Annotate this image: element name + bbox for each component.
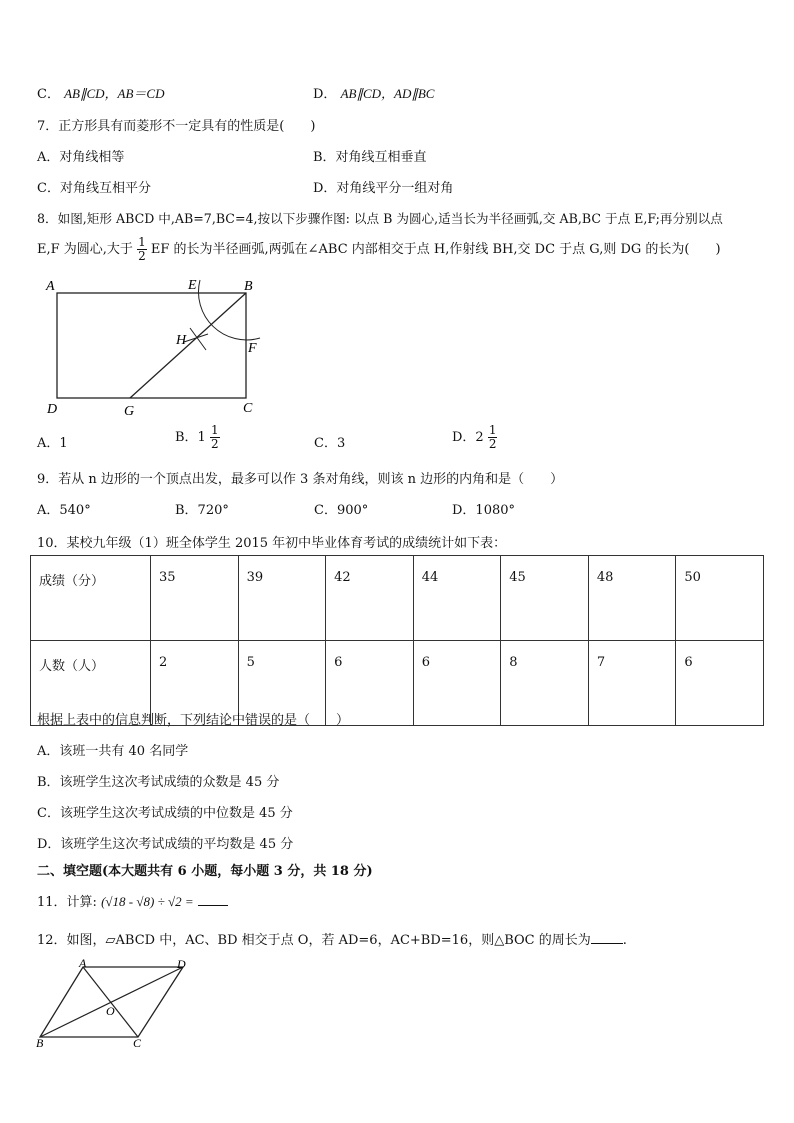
q8-b-num: 1 [210,423,219,437]
q6-option-d [313,83,434,102]
rectangle-abcd [57,293,246,398]
table-cell: 44 [413,556,501,641]
q9-option-c: C．900° [314,503,369,518]
q7-stem: 7．正方形具有而菱形不一定具有的性质是( ) [37,119,316,134]
q8-frac-den: 2 [138,249,146,263]
q9-option-b: B．720° [175,503,229,518]
score-table [30,555,764,726]
table-cell: 6 [413,641,501,726]
table-cell: 成绩（分） [31,556,151,641]
label-a: A [46,279,55,294]
q12-stem: 12．如图，▱ABCD 中，AC、BD 相交于点 O，若 AD=6，AC+BD=16，则△BOC 的周长为 [37,933,591,948]
q8-rectangle-figure [40,272,270,420]
q8-option-a: A．1 [37,436,68,451]
q8-stem2-post: EF 的长为半径画弧,两弧在∠ABC 内部相交于点 H,作射线 BH,交 DC 于点 G,则 DG 的长为( ) [150,242,721,257]
table-cell: 6 [326,641,414,726]
q8-b-den: 2 [210,437,219,451]
label-e: E [188,278,197,293]
q8-option-b [175,424,220,451]
q10-option-d: D．该班学生这次考试成绩的平均数是 45 分 [37,837,294,852]
label-o: O [106,1004,115,1018]
q6-option-d-label: D． [313,87,337,102]
label-b: B [244,279,253,294]
table-cell: 7 [588,641,676,726]
label-b: B [36,1036,44,1049]
q10-stem: 10．某校九年级（1）班全体学生 2015 年初中毕业体育考试的成绩统计如下表： [37,536,507,551]
q8-d-den: 2 [488,437,497,451]
q10-option-a: A．该班一共有 40 名同学 [37,744,189,759]
table-cell: 48 [588,556,676,641]
q9-option-a: A．540° [37,503,91,518]
q12-end: . [622,933,627,948]
label-g: G [124,404,135,419]
q8-option-b-frac [210,424,220,451]
q8-stem-line1: 8．如图,矩形 ABCD 中,AB=7,BC=4,按以下步骤作图: 以点 B 为圆心,适当长为半径画弧,交 AB,BC 于点 E,F;再分别以点 [37,211,723,226]
q11 [37,891,228,910]
ray-bh [130,293,246,398]
q12-answer-blank [591,931,623,944]
q8-option-c: C．3 [314,436,346,451]
q7-option-a: A．对角线相等 [37,150,125,165]
q6-option-d-text: AB∥CD，AD∥BC [340,86,435,101]
q8-stem-line2 [37,236,721,263]
q8-fraction [137,236,147,263]
q8-option-d [452,424,497,451]
q7-option-b: B．对角线互相垂直 [313,150,427,165]
label-h: H [176,333,187,348]
label-f: F [248,341,257,356]
q8-option-b-pre: B．1 [175,430,206,445]
q12-parallelogram-figure [34,955,194,1049]
q10-question: 根据上表中的信息判断，下列结论中错误的是（ ） [37,713,350,728]
q7-option-d: D．对角线平分一组对角 [313,181,454,196]
q11-answer-blank [198,893,228,906]
table-cell: 35 [151,556,239,641]
q6-option-c [37,83,164,102]
table-cell: 45 [501,556,589,641]
q8-d-num: 1 [488,423,497,437]
q7-option-c: C．对角线互相平分 [37,181,151,196]
table-cell: 39 [238,556,326,641]
section-title: 二、填空题(本大题共有 6 小题，每小题 3 分，共 18 分) [37,864,373,879]
table-cell: 42 [326,556,414,641]
q10-option-b: B．该班学生这次考试成绩的众数是 45 分 [37,775,280,790]
q6-option-c-label: C． [37,87,60,102]
q8-frac-num: 1 [138,235,146,249]
q8-stem2-pre: E,F 为圆心,大于 [37,242,133,257]
q10-option-c: C．该班学生这次考试成绩的中位数是 45 分 [37,806,293,821]
label-d: D [177,957,186,971]
table-cell: 50 [676,556,764,641]
table-cell: 8 [501,641,589,726]
label-c: C [243,401,253,416]
q6-option-c-text: AB∥CD，AB＝CD [64,86,165,101]
q11-pre: 11．计算: [37,895,97,910]
q11-expression: (√18 - √8) ÷ √2 = [101,894,194,909]
q8-option-d-frac [488,424,498,451]
arc-h2 [184,334,208,342]
q12 [37,929,627,948]
table-row-scores [31,556,764,641]
q9-option-d: D．1080° [452,503,516,518]
q9-stem: 9．若从 n 边形的一个顶点出发，最多可以作 3 条对角线，则该 n 边形的内角和是（ ） [37,472,564,487]
table-cell: 2 [151,641,239,726]
label-d: D [47,402,58,417]
label-a: A [79,956,87,970]
table-cell: 5 [238,641,326,726]
q8-option-d-pre: D．2 [452,430,484,445]
label-c: C [133,1036,142,1049]
table-cell: 人数（人） [31,641,151,726]
table-cell: 6 [676,641,764,726]
